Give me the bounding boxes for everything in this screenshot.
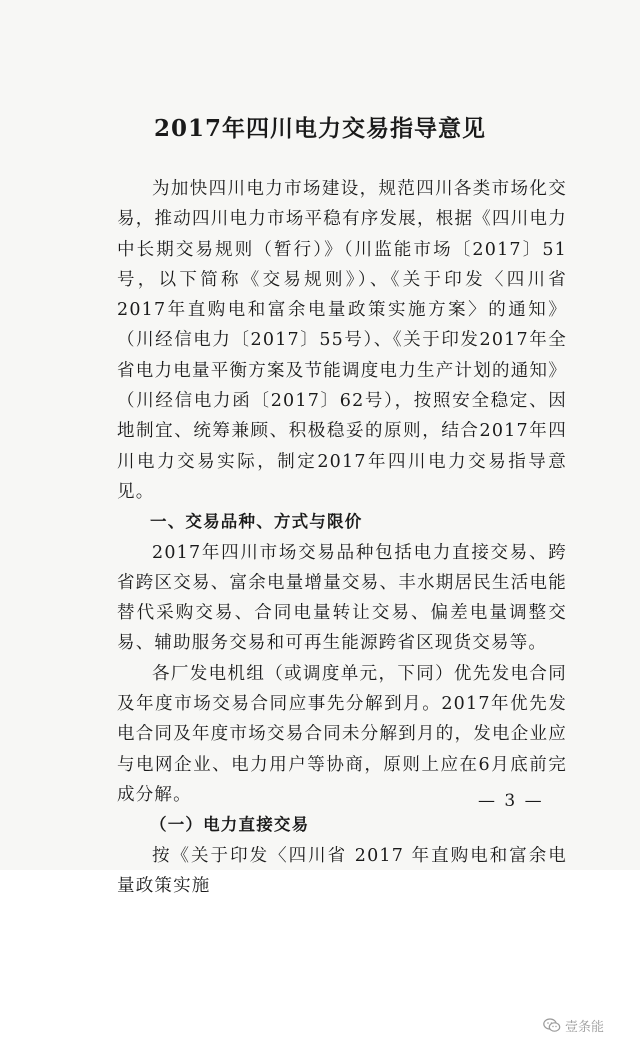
paragraph-intro: 为加快四川电力市场建设，规范四川各类市场化交易，推动四川电力市场平稳有序发展，根据《四川电力中长期交易规则（暂行）》（川监能市场〔2017〕51号，以下简称《交易规则》）、《关于印发〈四川省2017年直购电和富余电量政策实施方案〉的通知》（川经信电力〔2017〕55号）、《关于印发2017年全省电力电量平衡方案及节能调度电力生产计划的通知》（川经信电力函〔2017〕62号），按照安全稳定、因地制宜、统筹兼顾、积极稳妥的原则，结合2017年四川电力交易实际，制定2017年四川电力交易指导意见。: [117, 179, 567, 502]
watermark: [543, 1016, 604, 1035]
subsection-heading: （一）电力直接交易: [150, 815, 310, 835]
document-title: 2017年四川电力交易指导意见: [153, 115, 486, 142]
watermark-label: 壹条能: [565, 1020, 605, 1035]
paragraph-direct-trade: 按《关于印发〈四川省 2017 年直购电和富余电量政策实施: [117, 845, 567, 896]
paragraph-trade-types: 2017年四川市场交易品种包括电力直接交易、跨省跨区交易、富余电量增量交易、丰水期居民生活电能替代采购交易、合同电量转让交易、偏差电量调整交易、辅助服务交易和可再生能源跨省区现货交易等。: [117, 542, 567, 654]
section-heading: 一、交易品种、方式与限价: [150, 512, 363, 532]
page-number: — 3 —: [478, 791, 544, 811]
wechat-icon: [543, 1018, 561, 1033]
paragraph-contract-split: 各厂发电机组（或调度单元，下同）优先发电合同及年度市场交易合同应事先分解到月。2017年优先发电合同及年度市场交易合同未分解到月的，发电企业应与电网企业、电力用户等协商，原则上应在6月底前完成分解。: [117, 663, 567, 805]
